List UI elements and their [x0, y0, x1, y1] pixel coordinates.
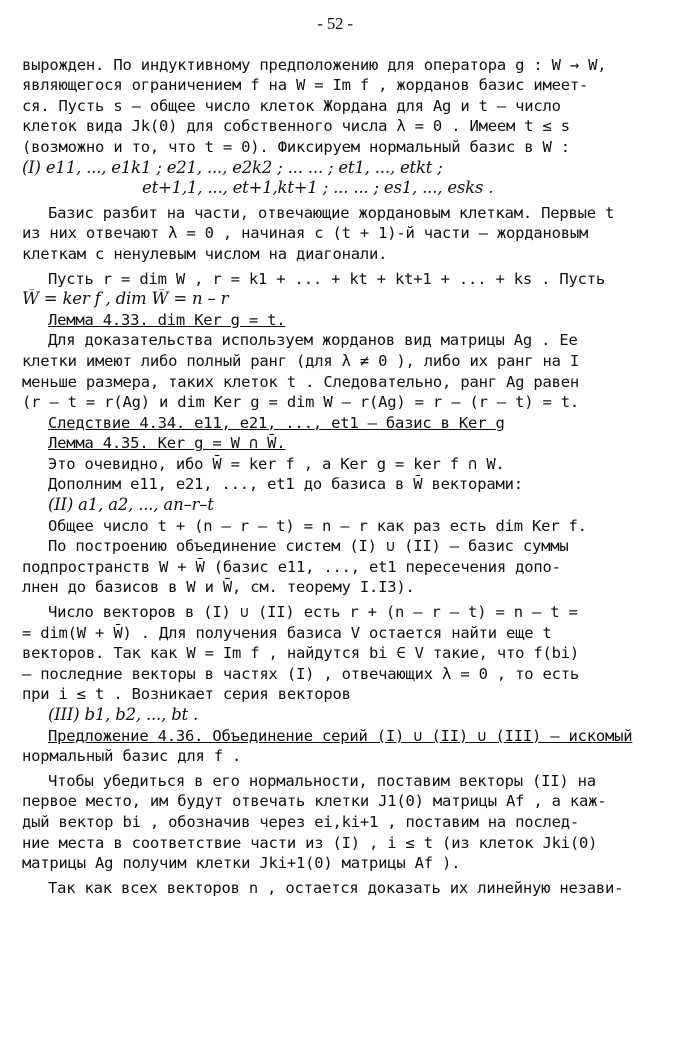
text-line: Базис разбит на части, отвечающие жордановым клеткам. Первые t — [48, 203, 615, 222]
page-number: - 52 - — [317, 14, 353, 33]
corollary-4-34-heading: Следствие 4.34. e11, e21, ..., et1 – базис в Ker g — [48, 413, 505, 432]
text-line: первое место, им будут отвечать клетки J1(0) матрицы Af , а каж- — [22, 792, 607, 811]
text-line: дый вектор bi , обозначив через ei,ki+1 , поставим на послед- — [22, 812, 580, 831]
text-line: Так как всех векторов n , остается доказать их линейную незави- — [48, 878, 624, 897]
lemma-4-33-heading: Лемма 4.33. dim Ker g = t. — [48, 310, 286, 329]
text-line: Для доказательства используем жорданов вид матрицы Ag . Ее — [48, 331, 578, 350]
formula-basis-II: (II) a1, a2, ..., an–r–t — [48, 495, 214, 515]
text-line: при i ≤ t . Возникает серия векторов — [22, 685, 351, 704]
text-line: векторов. Так как W = Im f , найдутся bi ∈ V такие, что f(bi) — [22, 644, 580, 663]
text-line: ся. Пусть s – общее число клеток Жордана для Ag и t – число — [22, 96, 561, 115]
text-line: являющегося ограничением f на W = Im f , жорданов базис имеет- — [22, 76, 589, 95]
formula-basis-I-continued: et+1,1, ..., et+1,kt+1 ; ... ... ; es1, ..., esks . — [142, 178, 494, 198]
text-line: клеткам с ненулевым числом на диагонали. — [22, 244, 388, 263]
text-line: клетки имеют либо полный ранг (для λ ≠ 0 ), либо их ранг на I — [22, 351, 580, 370]
text-line: из них отвечают λ = 0 , начиная с (t + 1)-й части – жордановым — [22, 224, 589, 243]
text-line: Чтобы убедиться в его нормальности, поставим векторы (II) на — [48, 771, 596, 790]
text-line: вырожден. По индуктивному предположению для оператора g : W → W, — [22, 55, 607, 74]
text-line: нормальный базис для f . — [22, 747, 242, 766]
lemma-4-35-heading: Лемма 4.35. Ker g = W ∩ W̄. — [48, 434, 286, 453]
text-line: = dim(W + W̄) . Для получения базиса V остается найти еще t — [22, 623, 552, 642]
formula-line: W̄ = ker f , dim W̄ = n – r — [22, 289, 229, 309]
text-line: лнен до базисов в W и W̄, см. теорему I.I3). — [22, 578, 415, 597]
text-line: Пусть r = dim W , r = k1 + ... + kt + kt+1 + ... + ks . Пусть — [48, 269, 606, 288]
formula-series-III: (III) b1, b2, ..., bt . — [48, 705, 199, 724]
text-line: матрицы Ag получим клетки Jki+1(0) матрицы Af ). — [22, 854, 461, 873]
text-line: клеток вида Jk(0) для собственного числа λ = 0 . Имеем t ≤ s — [22, 117, 570, 136]
text-line: Дополним e11, e21, ..., et1 до базиса в W̄ векторами: — [48, 475, 523, 494]
text-line: Число векторов в (I) ∪ (II) есть r + (n – r – t) = n – t = — [48, 603, 578, 622]
text-line: По построению объединение систем (I) ∪ (II) – базис суммы — [48, 537, 569, 556]
text-line: ние места в соответствие части из (I) , i ≤ t (из клеток Jki(0) — [22, 833, 598, 852]
text-line: подпространств W + W̄ (базис e11, ..., et1 пересечения допо- — [22, 557, 561, 576]
formula-basis-I: (I) e11, ..., e1k1 ; e21, ..., e2k2 ; ... ... ; et1, ..., etkt ; — [22, 157, 443, 177]
text-line: Это очевидно, ибо W̄ = ker f , а Ker g = ker f ∩ W. — [48, 454, 505, 473]
text-line: (возможно и то, что t = 0). Фиксируем нормальный базис в W : — [22, 137, 570, 156]
text-line: Общее число t + (n – r – t) = n – r как раз есть dim Ker f. — [48, 516, 587, 535]
text-line: – последние векторы в частях (I) , отвечающих λ = 0 , то есть — [22, 664, 580, 683]
proposition-4-36-heading: Предложение 4.36. Объединение серий (I) ∪ (II) ∪ (III) – искомый — [48, 726, 633, 745]
text-line: меньше размера, таких клеток t . Следовательно, ранг Ag равен — [22, 372, 580, 391]
text-line: (r – t = r(Ag) и dim Ker g = dim W – r(Ag) = r – (r – t) = t. — [22, 393, 580, 412]
